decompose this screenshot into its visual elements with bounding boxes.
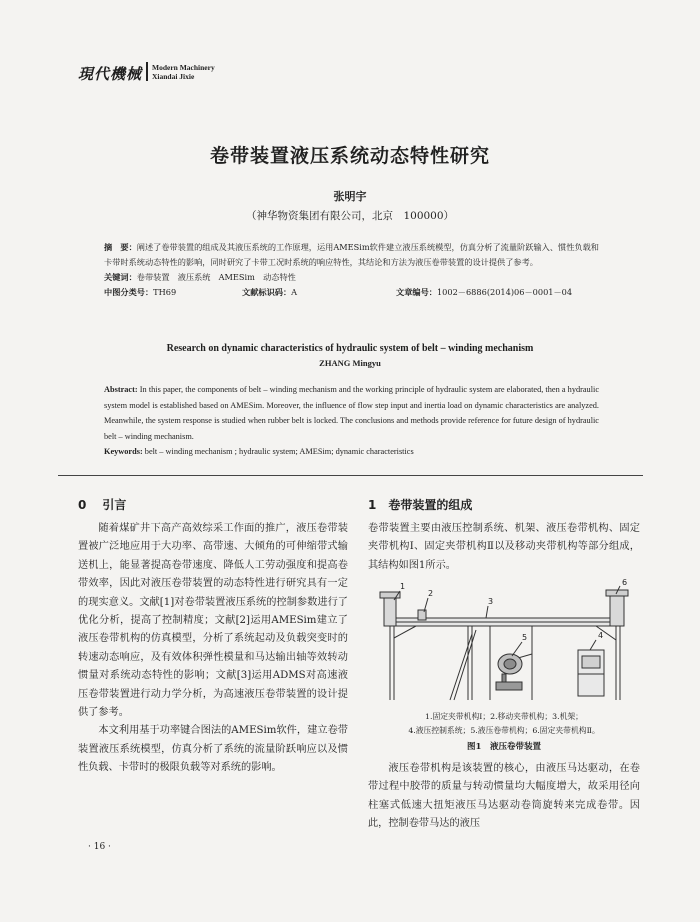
figure-legend-line-1: 1.固定夹带机构Ⅰ；2.移动夹带机构；3.机架； (425, 712, 583, 721)
page-number: · 16 · (88, 842, 111, 852)
section-1-number: 1 (368, 498, 377, 512)
paper-title: 卷带装置液压系统动态特性研究 (209, 145, 490, 167)
leader-line-5 (512, 642, 522, 656)
figure-label-6: 6 (622, 578, 628, 587)
frame-brace-left (394, 626, 416, 638)
leader-line-4 (590, 640, 596, 650)
section-divider (58, 475, 643, 476)
journal-name-en: Modern Machinery (152, 63, 215, 72)
keywords-label: 关键词： (104, 272, 137, 282)
affiliation: （神华物资集团有限公司，北京 100000） (245, 210, 455, 222)
section-1-title: 卷带装置的组成 (388, 498, 473, 512)
leader-line-3 (486, 606, 488, 618)
figure-label-1: 1 (400, 582, 406, 591)
abstract-en (104, 382, 599, 460)
figure-caption (368, 740, 640, 754)
article-number-value: 1002－6886(2014)06－0001－04 (436, 287, 573, 297)
author: 张明宇 (333, 190, 367, 203)
winding-support (502, 674, 506, 682)
winding-drum-hub (504, 659, 516, 669)
figure-label-4: 4 (598, 631, 604, 640)
classification-line (104, 285, 599, 300)
section-1-paragraph-2: 液压卷带机构是该装置的核心，由液压马达驱动，在卷带过程中胶带的质量与转动惯量均大幅度增大，故采用径向柱塞式低速大扭矩液压马达驱动卷筒旋转来完成卷带。因此，控制卷带马达的液压 (368, 763, 640, 830)
abstract-en-text: In this paper, the components of belt – winding mechanism and the working principle of hydraulic system are elaborated, then a hydraulic system model is established based on AMESim. Moreover, the influence of flow step input and inertia load on dynamic characteristics are analyzed. Meanwhile, the system response is studied when rubber belt is locked. The conclusions and methods provide reference for future design of hydraulic belt – winding mechanism. (104, 385, 600, 441)
moving-clamp (418, 610, 426, 620)
abstract-en-label: Abstract: (104, 385, 138, 394)
section-1-intro: 卷带装置主要由液压控制系统、机架、液压卷带机构、固定夹带机构Ⅰ、固定夹带机构Ⅱ以及移动夹带机构等部分组成，其结构如图1所示。 (368, 523, 640, 571)
frame-brace-mid-2 (454, 630, 476, 700)
section-0-body (78, 520, 348, 778)
doc-code-label: 文献标识码： (242, 287, 292, 297)
fixed-clamp-2-body (610, 594, 624, 626)
section-0-paragraph-1: 随着煤矿井下高产高效综采工作面的推广，液压卷带装置被广泛地应用于大功率、高带速、大倾角的可伸缩带式输送机上，能显著提高卷带速度、降低人工劳动强度和提高卷带效率，因此对液压卷带装置的动态特性进行研究具有一定的现实意义。文献[1]对卷带装置液压系统的控制参数进行了优化分析，提高了控制精度；文献[2]运用AMESim建立了液压卷带机构的仿真模型，分析了系统起动及负载突变时的转速动态响应，及有效体积弹性模量和马达输出轴等效转动惯量对系统动态特性的影响；文献[3]运用ADMS对高速液压卷带装置进行动力学分析，为高速液压卷带装置的设计提供了参考。 (78, 523, 348, 719)
section-0-number: 0 (78, 498, 87, 512)
figure-legend-line-2: 4.液压控制系统；5.液压卷带机构；6.固定夹带机构Ⅱ。 (408, 726, 600, 735)
figure-label-2: 2 (428, 589, 434, 598)
figure-label-3: 3 (488, 597, 494, 606)
section-0-title: 引言 (102, 498, 127, 512)
journal-pinyin: Xiandai Jixie (152, 72, 195, 81)
keywords-cn: 卷带装置 液压系统 AMESim 动态特性 (136, 272, 296, 282)
header-divider (146, 62, 148, 81)
section-0-heading (78, 496, 126, 513)
abstract-text: 阐述了卷带装置的组成及其液压系统的工作原理，运用AMESim软件建立液压系统模型，仿真分析了流量阶跃输入、惯性负载和卡带时系统动态特性的影响，同时研究了卡带工况时系统的响应特性，其结论和方法为液压卷带装置的设计提供了参考。 (104, 242, 599, 267)
hydraulic-control-panel (582, 656, 600, 668)
section-0-paragraph-2: 本文利用基于功率键合图法的AMESim软件，建立卷带装置液压系统模型，仿真分析了系统的流量阶跃响应以及惯性负载、卡带时的极限负载等对系统的影响。 (78, 725, 348, 774)
keywords-en: belt – winding mechanism ; hydraulic system; AMESim; dynamic characteristics (144, 447, 414, 457)
journal-logo-en (152, 63, 215, 81)
clc-label: 中图分类号： (104, 287, 154, 297)
figure-caption-number: 图1 (467, 742, 482, 752)
clc-value: TH69 (153, 287, 177, 297)
winding-base (496, 682, 522, 690)
figure-legend (368, 710, 640, 754)
abstract-label: 摘 要： (104, 242, 137, 252)
figure-caption-text: 液压卷带装置 (489, 742, 541, 752)
english-title: Research on dynamic characteristics of hydraulic system of belt – winding mechanism (166, 343, 534, 354)
abstract-cn (104, 240, 599, 300)
article-number-label: 文章编号： (396, 287, 437, 297)
doc-code-value: A (291, 287, 298, 297)
fixed-clamp-1-body (384, 596, 396, 626)
journal-logo-cn: 現代機械 (78, 65, 143, 83)
english-author: ZHANG Mingyu (319, 358, 381, 368)
keywords-en-label: Keywords: (104, 447, 143, 457)
frame-brace-mid-1 (450, 634, 472, 700)
figure-1-drawing (372, 578, 638, 706)
section-1-heading (368, 496, 472, 513)
figure-label-5: 5 (522, 633, 528, 642)
